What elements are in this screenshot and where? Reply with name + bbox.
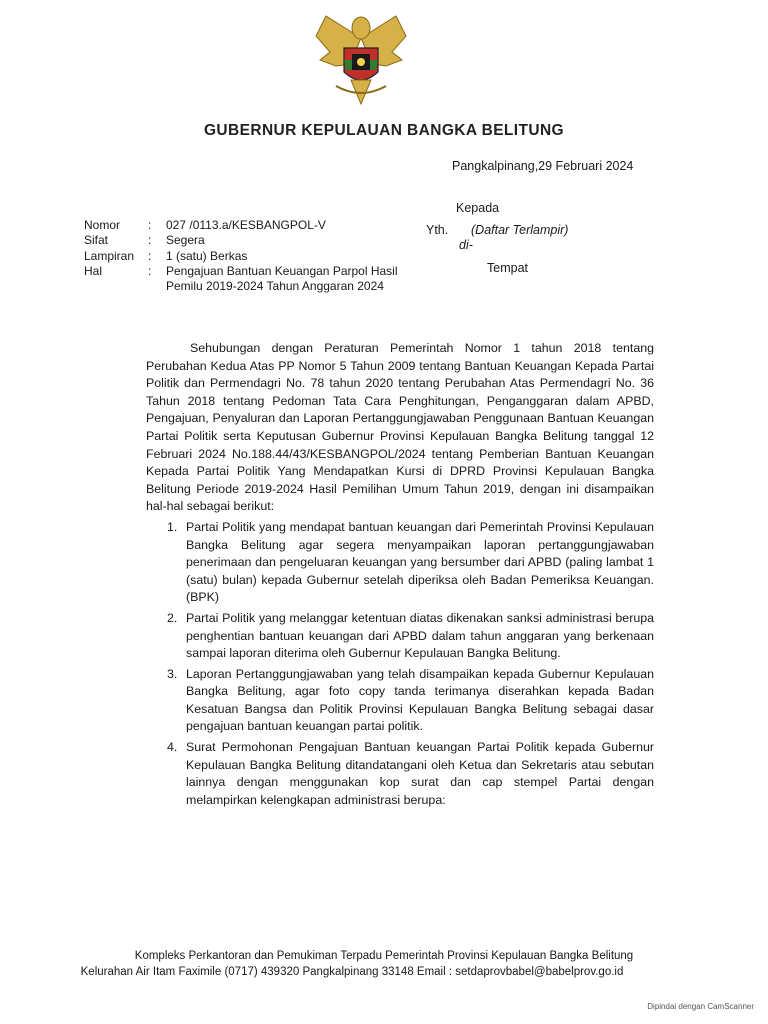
meta-label: Hal xyxy=(84,263,103,278)
recipient-di: di- xyxy=(459,238,473,252)
recipient-name: (Daftar Terlampir) xyxy=(471,223,569,237)
list-text: Laporan Pertanggungjawaban yang telah disampaikan kepada Gubernur Kepulauan Bangka Belitung, agar foto copy tanda terimanya diserahkan kepada Badan Kesatuan Bangsa dan Politik Provinsi Kepulauan Bangka Belitung sebagai dasar pengajuan bantuan keuangan partai politik. xyxy=(186,666,654,734)
list-item xyxy=(146,739,654,809)
meta-colon: : xyxy=(148,233,152,248)
meta-colon: : xyxy=(148,218,152,232)
recipient-yth: Yth. xyxy=(426,223,449,237)
list-item xyxy=(146,610,654,663)
meta-row-sifat xyxy=(84,233,406,248)
list-number: 1. xyxy=(167,519,178,534)
meta-label: Nomor xyxy=(84,218,121,232)
list-number: 4. xyxy=(167,740,178,755)
scanner-watermark: Dipindai dengan CamScanner xyxy=(647,1002,754,1011)
letter-body xyxy=(146,340,654,809)
list-text: Surat Permohonan Pengajuan Bantuan keuangan Partai Politik kepada Gubernur Kepulauan Bangka Belitung ditandatangani oleh Ketua dan Sekretaris atau sebutan lainnya dengan menggunakan kop surat dan cap stempel Partai dengan melampirkan kelengkapan administrasi berupa: xyxy=(186,740,654,807)
place-and-date: Pangkalpinang,29 Februari 2024 xyxy=(452,159,634,173)
meta-colon: : xyxy=(148,263,152,278)
meta-row-lampiran xyxy=(84,249,406,264)
meta-row-nomor xyxy=(84,218,406,233)
governor-letterhead-title: GUBERNUR KEPULAUAN BANGKA BELITUNG xyxy=(203,122,565,139)
meta-label: Lampiran xyxy=(84,248,135,263)
meta-row-hal xyxy=(84,264,406,295)
list-number: 3. xyxy=(167,666,178,681)
footer-contact: Kelurahan Air Itam Faximile (0717) 439320 Pangkalpinang 33148 Email : setdaprovbabel@babelprov.go.id xyxy=(80,966,624,978)
intro-paragraph: Sehubungan dengan Peraturan Pemerintah Nomor 1 tahun 2018 tentang Perubahan Kedua Atas PP Nomor 5 Tahun 2009 tentang Bantuan Keuangan Kepada Partai Politik dan Permendagri No. 78 tahun 2020 tentang Perubahan Atas Permendagri No. 36 Tahun 2018 tentang Pedoman Tata Cara Penghitungan, Penganggaran dalam APBD, Pengajuan, Penyaluran dan Laporan Pertanggungjawaban Penggunaan Bantuan Keuangan Partai Politik serta Keputusan Gubernur Provinsi Kepulauan Bangka Belitung tanggal 12 Februari 2024 No.188.44/43/KESBANGPOL/2024 tentang Pemberian Bantuan Keuangan Kepada Partai Politik Yang Mendapatkan Kursi di DPRD Provinsi Kepulauan Bangka Belitung Periode 2019-2024 Hasil Pemilihan Umum Tahun 2019, dengan ini disampaikan hal-hal sebagai berikut: xyxy=(146,341,654,514)
meta-value: 027 /0113.a/KESBANGPOL-V xyxy=(166,218,326,232)
list-text: Partai Politik yang melanggar ketentuan diatas dikenakan sanksi administrasi berupa penghentian bantuan keuangan dari APBD dalam tahun anggaran yang berkenaan sampai laporan diterima oleh Gubernur Kepulauan Bangka Belitung. xyxy=(186,610,654,661)
recipient-tempat: Tempat xyxy=(487,261,528,275)
meta-value: Pengajuan Bantuan Keuangan Parpol Hasil Pemilu 2019-2024 Tahun Anggaran 2024 xyxy=(166,263,398,294)
list-text: Partai Politik yang mendapat bantuan keuangan dari Pemerintah Provinsi Kepulauan Bangka Belitung agar segera menyampaikan laporan pertanggungjawaban penerimaan dan pengeluaran keuangan yang bersumber dari APBD (paling lambat 1 (satu) bulan) kepada Gubernur setelah diperiksa oleh Badan Pemeriksa Keuangan.(BPK) xyxy=(186,519,654,605)
meta-value: Segera xyxy=(166,233,205,248)
list-number: 2. xyxy=(167,610,178,625)
numbered-list xyxy=(146,519,654,810)
footer-address: Kompleks Perkantoran dan Pemukiman Terpadu Pemerintah Provinsi Kepulauan Bangka Belitung xyxy=(134,950,634,962)
recipient-kepada: Kepada xyxy=(456,201,500,215)
letter-metadata xyxy=(84,218,406,294)
meta-value: 1 (satu) Berkas xyxy=(166,248,248,263)
list-item xyxy=(146,519,654,607)
garuda-emblem-icon xyxy=(306,8,416,112)
meta-label: Sifat xyxy=(84,233,109,248)
meta-colon: : xyxy=(148,248,152,263)
list-item xyxy=(146,666,654,736)
